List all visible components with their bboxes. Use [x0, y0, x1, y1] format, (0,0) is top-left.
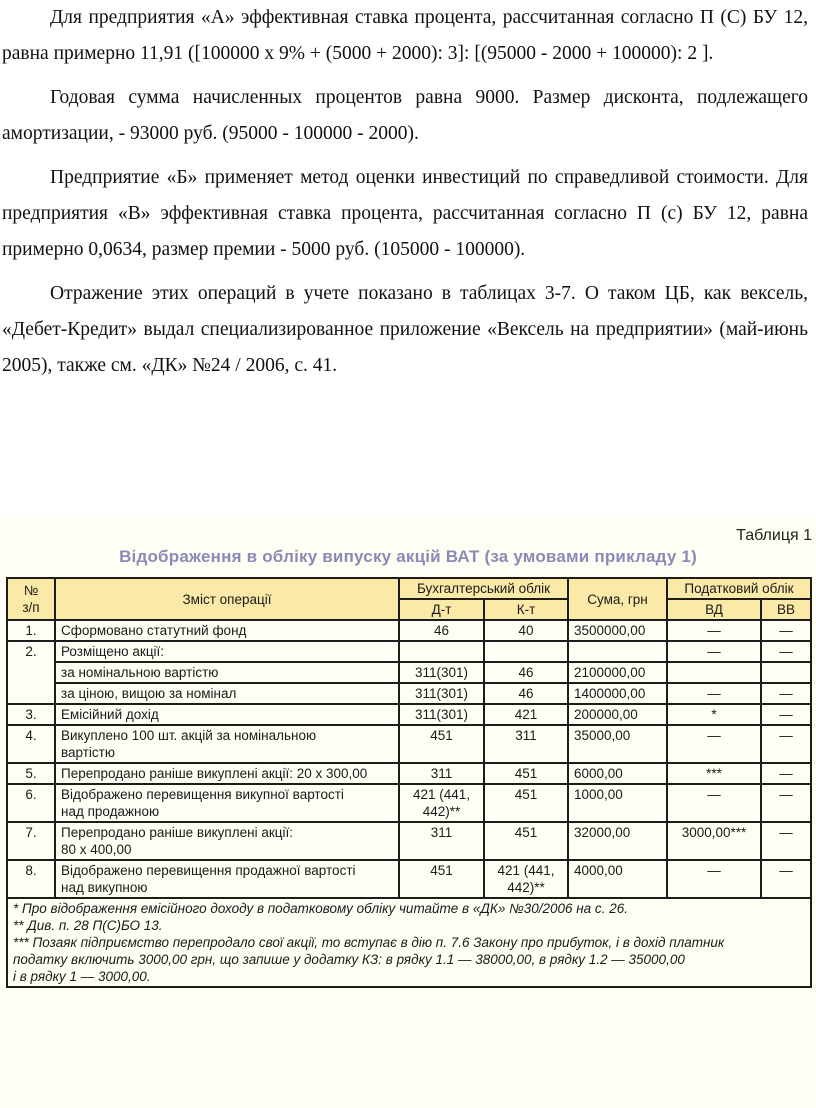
row-content: за ціною, вищою за номінал	[55, 683, 399, 704]
table-row	[7, 763, 811, 784]
row-vv: —	[761, 860, 811, 898]
row-vd: 3000,00***	[667, 822, 761, 860]
row-debit: 311(301)	[399, 683, 484, 704]
header-vd: ВД	[667, 599, 761, 620]
row-credit: 451	[484, 784, 568, 822]
row-vv: —	[761, 683, 811, 704]
row-content: Відображено перевищення продажної вартості над викупною	[55, 860, 399, 898]
row-number: 8.	[7, 860, 55, 898]
row-debit: 311	[399, 822, 484, 860]
row-vv	[761, 662, 811, 683]
paragraph-4: Отражение этих операций в учете показано в таблицах 3-7. О таком ЦБ, как вексель, «Дебет-Кредит» выдал специализированное приложение «Вексель на предприятии» (май-июнь 2005), также см. «ДК» №24 / 2006, с. 41.	[2, 283, 808, 376]
row-vd: —	[667, 725, 761, 763]
row-number: 5.	[7, 763, 55, 784]
row-sum: 1400000,00	[568, 683, 667, 704]
row-vd: —	[667, 784, 761, 822]
row-sum: 200000,00	[568, 704, 667, 725]
paragraph-3: Предприятие «Б» применяет метод оценки инвестиций по справедливой стоимости. Для предприятия «В» эффективная ставка процента, рассчитанная согласно П (с) БУ 12, равна примерно 0,0634, размер премии - 5000 руб. (105000 - 100000).	[2, 167, 808, 260]
row-sum: 1000,00	[568, 784, 667, 822]
table-row	[7, 860, 811, 898]
row-debit	[399, 641, 484, 662]
row-content: Розміщено акції:	[55, 641, 399, 662]
row-number: 6.	[7, 784, 55, 822]
header-row-1	[7, 578, 811, 599]
row-credit: 311	[484, 725, 568, 763]
row-vd: —	[667, 641, 761, 662]
paragraph-1: Для предприятия «А» эффективная ставка процента, рассчитанная согласно П (С) БУ 12, равна примерно 11,91 ([100000 х 9% + (5000 + 2000): 3]: [(95000 - 2000 + 100000): 2 ].	[2, 7, 808, 64]
table-row	[7, 822, 811, 860]
table-row	[7, 662, 811, 683]
paragraph-2: Годовая сумма начисленных процентов равна 9000. Размер дисконта, подлежащего амортизации, - 93000 руб. (95000 - 100000 - 2000).	[2, 87, 808, 144]
table-figure	[0, 517, 816, 1108]
row-content: за номінальною вартістю	[55, 662, 399, 683]
row-debit: 451	[399, 860, 484, 898]
row-sum: 3500000,00	[568, 620, 667, 641]
header-accounting: Бухгалтерський облік	[399, 578, 568, 599]
row-vd: —	[667, 860, 761, 898]
row-vv: —	[761, 822, 811, 860]
row-vd: —	[667, 683, 761, 704]
row-sum	[568, 641, 667, 662]
row-vv: —	[761, 620, 811, 641]
row-sum: 2100000,00	[568, 662, 667, 683]
row-vd: —	[667, 620, 761, 641]
row-number: 1.	[7, 620, 55, 641]
table-row	[7, 620, 811, 641]
row-vv: —	[761, 763, 811, 784]
row-credit: 421	[484, 704, 568, 725]
footnote-3-cont: податку включить 3000,00 грн, що запише у додатку КЗ: в рядку 1.1 — 38000,00, в рядку 1.2 — 35000,00	[13, 952, 685, 967]
table-row	[7, 784, 811, 822]
row-debit: 311(301)	[399, 662, 484, 683]
footnote-1: * Про відображення емісійного доходу в податковому обліку читайте в «ДК» №30/2006 на с. 26.	[13, 901, 628, 916]
table-notes	[7, 898, 811, 987]
row-credit: 421 (441, 442)**	[484, 860, 568, 898]
header-credit: К-т	[484, 599, 568, 620]
article-text	[0, 0, 816, 384]
row-sum: 4000,00	[568, 860, 667, 898]
row-debit: 46	[399, 620, 484, 641]
table-row	[7, 683, 811, 704]
row-debit: 311(301)	[399, 704, 484, 725]
table-row	[7, 641, 811, 662]
row-sum: 35000,00	[568, 725, 667, 763]
row-debit: 421 (441, 442)**	[399, 784, 484, 822]
row-vv: —	[761, 784, 811, 822]
row-vv: —	[761, 704, 811, 725]
row-vv: —	[761, 725, 811, 763]
row-number: 3.	[7, 704, 55, 725]
row-content: Сформовано статутний фонд	[55, 620, 399, 641]
operations-table	[6, 577, 812, 988]
row-credit: 46	[484, 683, 568, 704]
header-debit: Д-т	[399, 599, 484, 620]
header-number: № з/п	[7, 578, 55, 620]
table-notes-row	[7, 898, 811, 987]
table-label: Таблиця 1	[736, 527, 812, 544]
row-vd: *	[667, 704, 761, 725]
row-sum: 32000,00	[568, 822, 667, 860]
row-number: 2.	[7, 641, 55, 704]
footnote-3: *** Позаяк підприємство перепродало свої акції, то вступає в дію п. 7.6 Закону про прибуток, і в дохід платник	[13, 935, 725, 950]
row-number: 4.	[7, 725, 55, 763]
row-credit: 451	[484, 822, 568, 860]
row-debit: 451	[399, 725, 484, 763]
row-content: Перепродано раніше викуплені акції: 80 х 400,00	[55, 822, 399, 860]
row-vd: ***	[667, 763, 761, 784]
row-credit	[484, 641, 568, 662]
table-row	[7, 725, 811, 763]
row-vv: —	[761, 641, 811, 662]
row-sum: 6000,00	[568, 763, 667, 784]
header-content: Зміст операції	[55, 578, 399, 620]
row-credit: 451	[484, 763, 568, 784]
row-credit: 46	[484, 662, 568, 683]
row-content: Емісійний дохід	[55, 704, 399, 725]
table-title: Відображення в обліку випуску акцій ВАТ (за умовами прикладу 1)	[119, 547, 697, 566]
footnote-2: ** Див. п. 28 П(С)БО 13.	[13, 918, 163, 933]
row-number: 7.	[7, 822, 55, 860]
row-content: Викуплено 100 шт. акцій за номінальною вартістю	[55, 725, 399, 763]
row-content: Перепродано раніше викуплені акції: 20 х 300,00	[55, 763, 399, 784]
table-row	[7, 704, 811, 725]
header-sum: Сума, грн	[568, 578, 667, 620]
row-vd	[667, 662, 761, 683]
footnote-3-end: і в рядку 1 — 3000,00.	[13, 969, 151, 984]
header-vv: ВВ	[761, 599, 811, 620]
row-content: Відображено перевищення викупної вартості над продажною	[55, 784, 399, 822]
header-tax: Податковий облік	[667, 578, 811, 599]
row-credit: 40	[484, 620, 568, 641]
row-debit: 311	[399, 763, 484, 784]
